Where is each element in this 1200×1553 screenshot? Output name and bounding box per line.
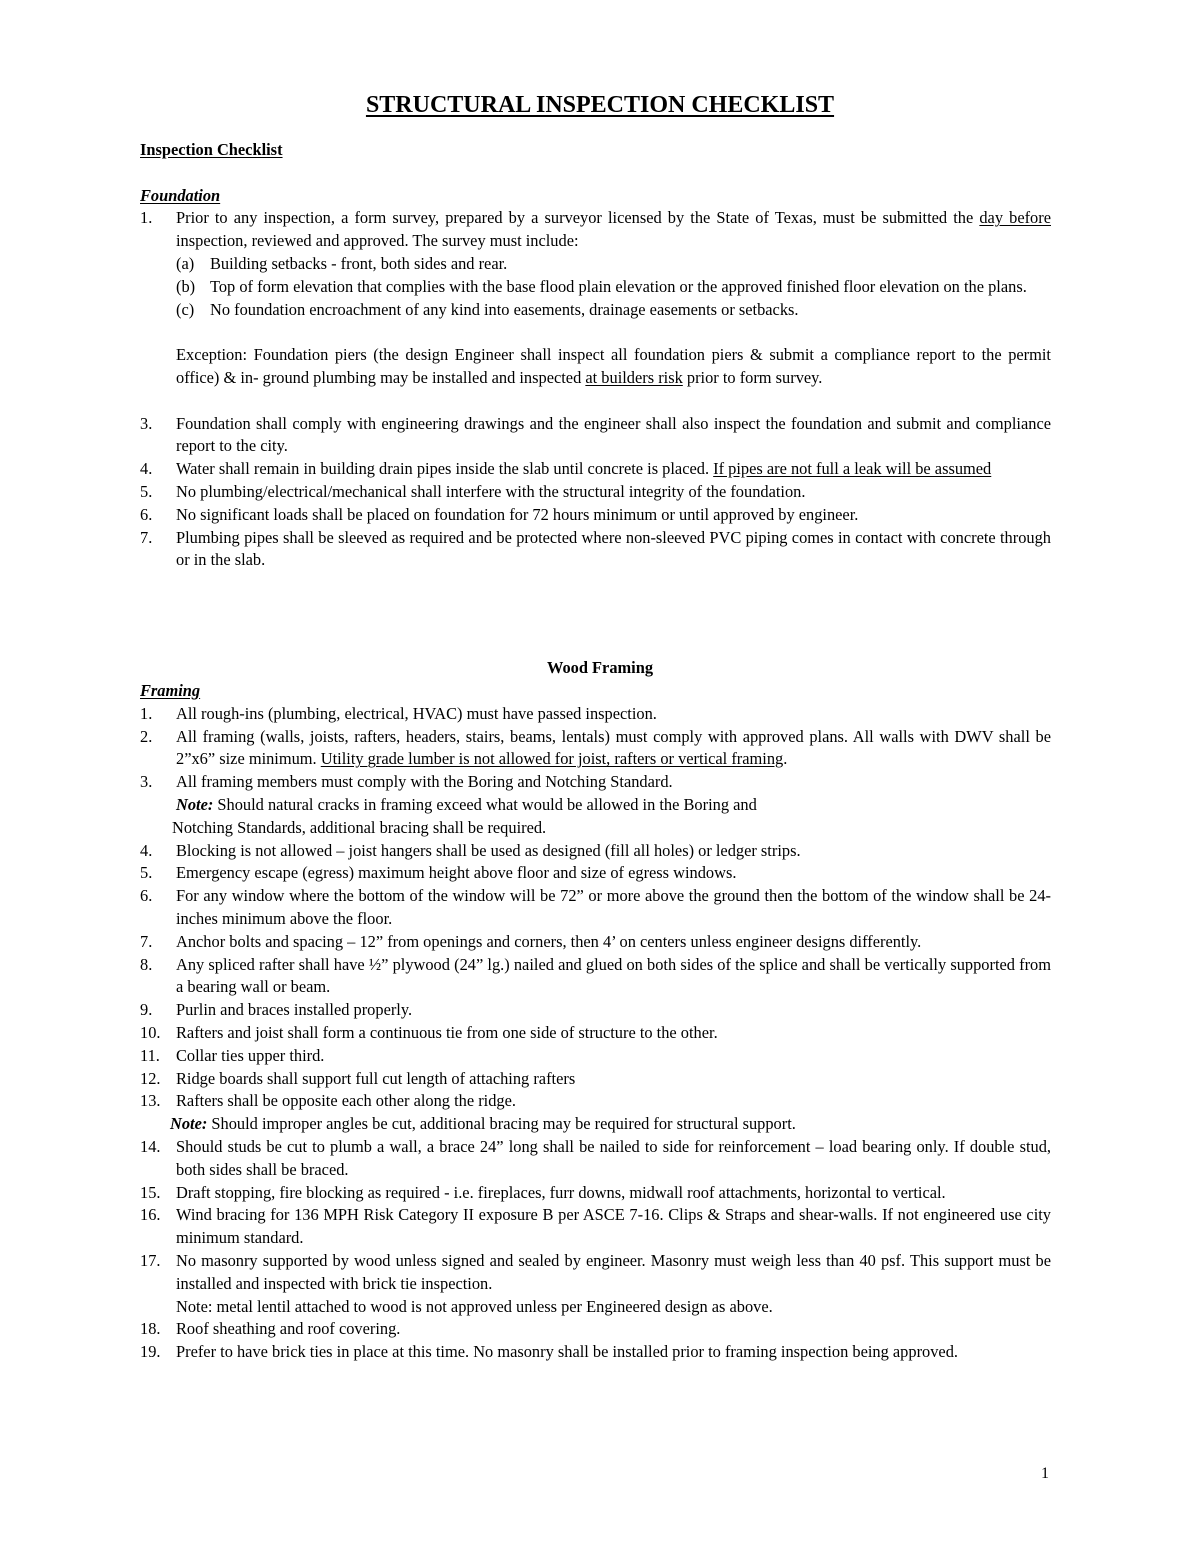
item-text: No significant loads shall be placed on foundation for 72 hours minimum or until approved by engineer. — [176, 504, 859, 524]
sub-item-text: Building setbacks - front, both sides and rear. — [210, 253, 508, 273]
item-number: 5. — [140, 481, 153, 501]
item-number: 4. — [140, 840, 153, 860]
note-text: Should improper angles be cut, additional bracing may be required for structural support. — [207, 1114, 796, 1134]
item-number: 13. — [140, 1091, 161, 1111]
sub-item-label: (c) — [176, 299, 195, 319]
sub-item-text: No foundation encroachment of any kind into easements, drainage easements or setbacks. — [210, 299, 799, 319]
framing-item-12 — [140, 1068, 1051, 1091]
item-text: Rafters shall be opposite each other along the ridge. — [176, 1091, 516, 1111]
note-text: Should natural cracks in framing exceed what would be allowed in the Boring and — [213, 794, 757, 814]
item-text: No masonry supported by wood unless signed and sealed by engineer. Masonry must weigh less than 40 psf. This support must be installed and inspected with brick tie inspection. — [176, 1250, 1051, 1293]
framing-heading: Framing — [140, 681, 201, 700]
item-number: 6. — [140, 886, 153, 906]
item-number: 12. — [140, 1068, 161, 1088]
framing-item-14 — [140, 1136, 1051, 1182]
item-text: Collar ties upper third. — [176, 1045, 325, 1065]
item-text: Blocking is not allowed – joist hangers shall be used as designed (fill all holes) or ledger strips. — [176, 840, 801, 860]
underlined-text: at builders risk — [585, 367, 683, 387]
sub-item-text: Top of form elevation that complies with the base flood plain elevation or the approved finished floor elevation on the plans. — [210, 276, 1027, 296]
framing-item-16 — [140, 1204, 1051, 1250]
sub-item-label: (b) — [176, 276, 196, 296]
item-text: Wind bracing for 136 MPH Risk Category II exposure B per ASCE 7-16. Clips & Straps and shear-walls. If not engineered use city minimum standard. — [176, 1205, 1051, 1248]
foundation-item-7 — [140, 527, 1051, 573]
item-number: 3. — [140, 772, 153, 792]
framing-section — [140, 680, 1051, 1364]
item-number: 19. — [140, 1342, 161, 1362]
survey-requirements — [176, 253, 1051, 321]
framing-item-6 — [140, 885, 1051, 931]
framing-item-9 — [140, 999, 1051, 1022]
framing-item-19 — [140, 1341, 1051, 1364]
item-number: 14. — [140, 1136, 161, 1156]
item-text: Water shall remain in building drain pipes inside the slab until concrete is placed. — [176, 459, 714, 479]
sub-item — [176, 276, 1051, 299]
note-label: Note: — [176, 794, 214, 814]
item-text: Prefer to have brick ties in place at this time. No masonry shall be installed prior to framing inspection being approved. — [176, 1342, 958, 1362]
sub-item — [176, 299, 1051, 322]
sub-item — [176, 253, 1051, 276]
item-number: 17. — [140, 1250, 161, 1270]
item-number: 8. — [140, 954, 153, 974]
item-text: No plumbing/electrical/mechanical shall interfere with the structural integrity of the foundation. — [176, 481, 806, 501]
item-text: All rough-ins (plumbing, electrical, HVAC) must have passed inspection. — [176, 703, 657, 723]
note-label: Note: — [170, 1114, 208, 1134]
page-title: STRUCTURAL INSPECTION CHECKLIST — [365, 92, 835, 118]
item-text: Rafters and joist shall form a continuous tie from one side of structure to the other. — [176, 1022, 718, 1042]
underlined-text: Utility grade lumber is not allowed for joist, rafters or vertical framing — [320, 749, 784, 769]
framing-item-1 — [140, 703, 1051, 726]
framing-item-13-note — [140, 1113, 1051, 1136]
item-text: Anchor bolts and spacing – 12” from openings and corners, then 4’ on centers unless engineer designs differently. — [176, 931, 922, 951]
item-text: All framing (walls, joists, rafters, headers, stairs, beams, lentals) must comply with approved plans. All walls with DWV shall be 2”x6” size minimum. — [176, 726, 1051, 769]
wood-framing-heading: Wood Framing — [546, 658, 654, 677]
item-text: Purlin and braces installed properly. — [176, 1000, 413, 1020]
foundation-item-5 — [140, 481, 1051, 504]
page-number: 1 — [1041, 1465, 1049, 1482]
framing-item-5 — [140, 862, 1051, 885]
item-number: 9. — [140, 1000, 153, 1020]
framing-item-17 — [140, 1250, 1051, 1318]
item-text: Emergency escape (egress) maximum height above floor and size of egress windows. — [176, 863, 737, 883]
foundation-item-3 — [140, 413, 1051, 459]
note-text: Notching Standards, additional bracing shall be required. — [172, 817, 547, 837]
item-text: Roof sheathing and roof covering. — [176, 1319, 401, 1339]
item-text: All framing members must comply with the Boring and Notching Standard. — [176, 772, 673, 792]
item-number: 7. — [140, 527, 153, 547]
framing-item-15 — [140, 1182, 1051, 1205]
item-text: For any window where the bottom of the window will be 72” or more above the ground then the bottom of the window shall be 24-inches minimum above the floor. — [176, 886, 1051, 928]
item-number: 4. — [140, 459, 153, 479]
exception-paragraph — [140, 344, 1051, 390]
item-number: 10. — [140, 1022, 161, 1042]
framing-item-4 — [140, 840, 1051, 863]
item-text: Any spliced rafter shall have ½” plywood (24” lg.) nailed and glued on both sides of the splice and shall be vertically supported from a bearing wall or beam. — [176, 954, 1051, 997]
item-number: 5. — [140, 863, 153, 883]
item-text: inspection, reviewed and approved. The survey must include: — [176, 231, 579, 251]
item-number: 11. — [140, 1045, 160, 1065]
item-text: Foundation shall comply with engineering drawings and the engineer shall also inspect the foundation and submit and compliance report to the city. — [176, 413, 1051, 456]
exception-text: Exception: Foundation piers (the design Engineer shall inspect all foundation piers & submit a compliance report to the permit office) & in- ground plumbing may be installed and inspected — [176, 345, 1051, 387]
item-number: 6. — [140, 504, 153, 524]
foundation-item-4 — [140, 458, 1051, 481]
item-text: . — [783, 749, 788, 769]
framing-item-3 — [140, 771, 1051, 817]
framing-item-2 — [140, 726, 1051, 772]
item-text: Should studs be cut to plumb a wall, a brace 24” long shall be nailed to side for reinforcement – load bearing only. If double stud, both sides shall be braced. — [176, 1136, 1051, 1179]
framing-item-8 — [140, 954, 1051, 1000]
sub-item-label: (a) — [176, 253, 195, 273]
item-number: 18. — [140, 1319, 161, 1339]
note-text: Note: metal lentil attached to wood is not approved unless per Engineered design as above. — [176, 1296, 773, 1316]
item-number: 3. — [140, 413, 153, 433]
foundation-section — [140, 139, 1051, 572]
item-text: Plumbing pipes shall be sleeved as required and be protected where non-sleeved PVC piping comes in contact with concrete through or in the slab. — [176, 527, 1051, 570]
item-text: Ridge boards shall support full cut length of attaching rafters — [176, 1068, 576, 1088]
item-number: 16. — [140, 1205, 161, 1225]
framing-item-13 — [140, 1090, 1051, 1113]
underlined-text: day before — [979, 208, 1051, 228]
framing-item-11 — [140, 1045, 1051, 1068]
item-text: Draft stopping, fire blocking as required - i.e. fireplaces, furr downs, midwall roof attachments, horizontal to vertical. — [176, 1182, 946, 1202]
foundation-item-1 — [140, 207, 1051, 321]
foundation-item-6 — [140, 504, 1051, 527]
item-number: 7. — [140, 931, 153, 951]
framing-item-10 — [140, 1022, 1051, 1045]
item-number: 2. — [140, 726, 153, 746]
framing-item-3-note-continuation — [140, 817, 1051, 840]
item-number: 15. — [140, 1182, 161, 1202]
framing-item-18 — [140, 1318, 1051, 1341]
item-text: Prior to any inspection, a form survey, prepared by a surveyor licensed by the State of Texas, must be submitted the — [176, 208, 980, 228]
underlined-text: If pipes are not full a leak will be assumed — [713, 459, 992, 479]
item-number: 1. — [140, 703, 153, 723]
exception-text: prior to form survey. — [682, 367, 823, 387]
document-subtitle: Inspection Checklist — [140, 140, 283, 159]
item-number: 1. — [140, 208, 153, 228]
framing-item-7 — [140, 931, 1051, 954]
foundation-heading: Foundation — [140, 185, 221, 205]
